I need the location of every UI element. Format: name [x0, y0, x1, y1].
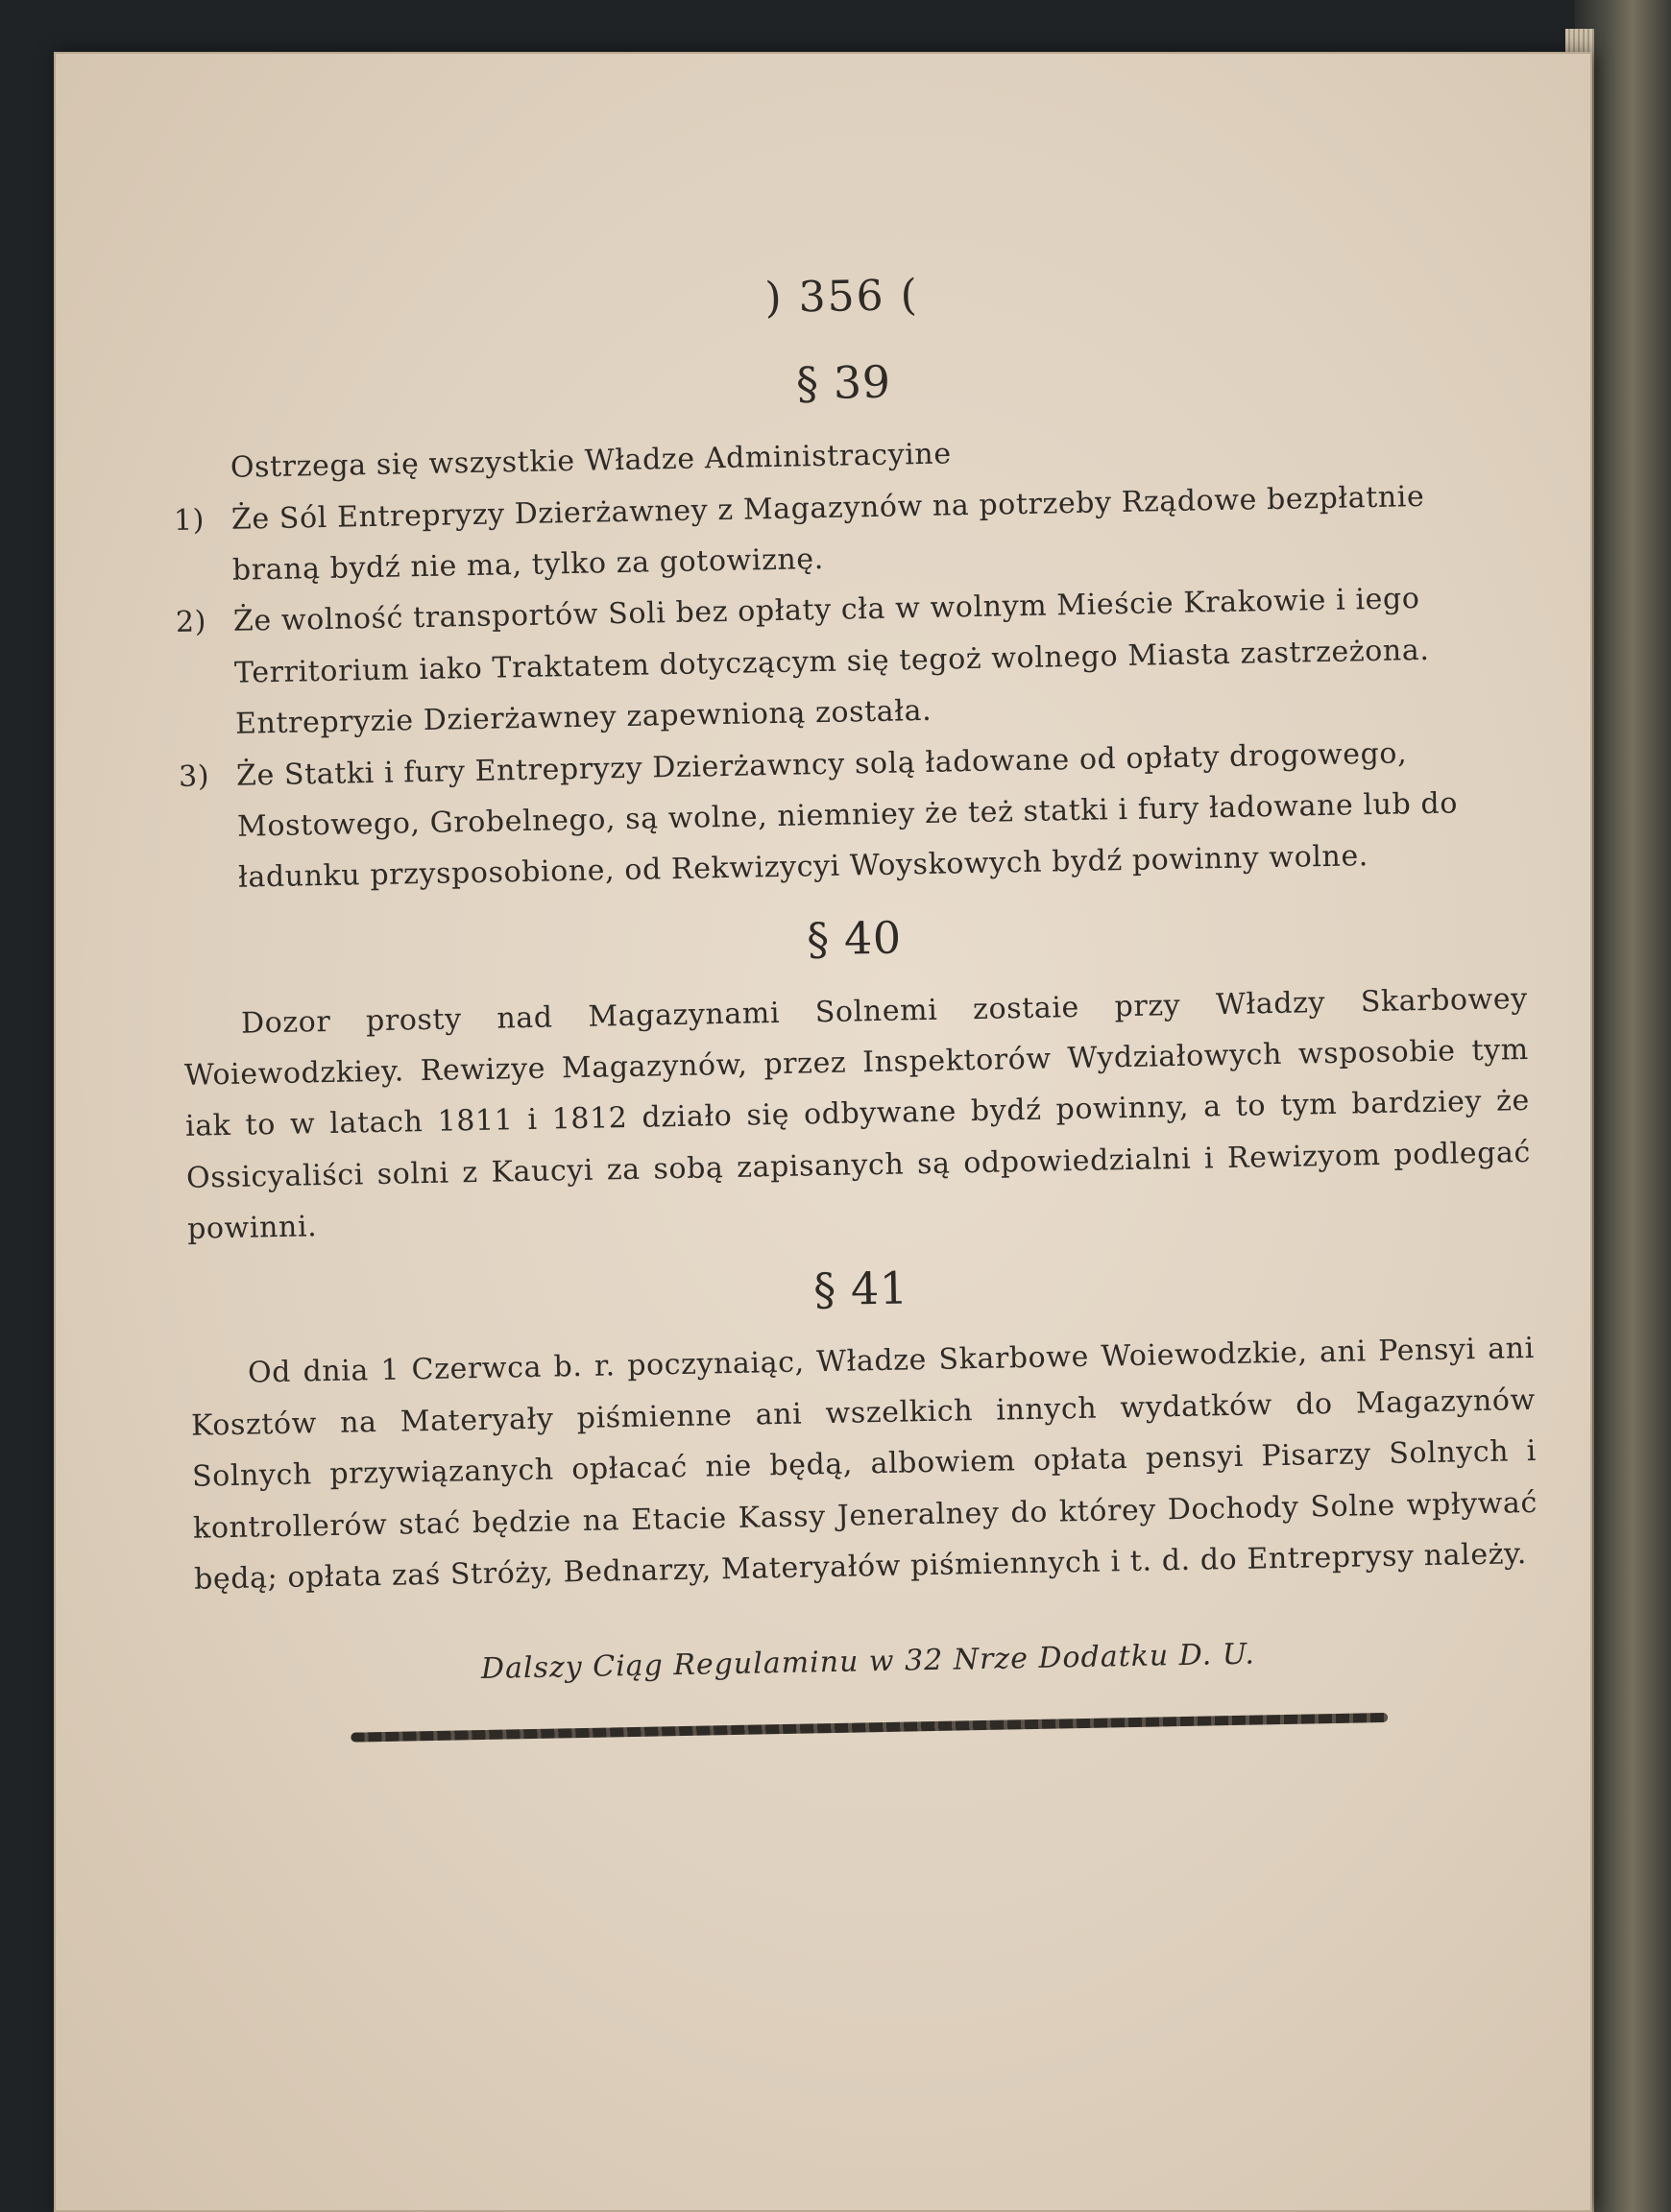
section-41-heading: § 41	[812, 1261, 909, 1315]
section-41-text: Od dnia 1 Czerwca b. r. poczynaiąc, Władze Skarbowe Woiewodzkie, ani Pensyi ani Kosztów na Materyały piśmienne ani wszelkich innych wydatków do Magazynów Solnych przywiązanych opłacać nie będą, albowiem opłata pensyi Pisarzy Solnych i kontrollerów stać będzie na Etacie Kassy Jeneralney do którey Dochody Solne wpływać będą; opłata zaś Stróży, Bednarzy, Materyałów piśmiennych i t. d. do Entreprysy należy.	[190, 1332, 1538, 1597]
list-item	[175, 571, 1522, 751]
section-39-heading: § 39	[795, 355, 892, 410]
list-item	[179, 726, 1526, 905]
ornamental-divider	[351, 1713, 1388, 1743]
item-text: Że Sól Entrepryzy Dzierżawney z Magazynów na potrzeby Rządowe bezpłatnie braną bydź nie ma, tylko za gotowiznę.	[230, 479, 1425, 588]
page-content	[169, 247, 1541, 1744]
page-number: ) 356 (	[763, 271, 920, 324]
book-page	[54, 52, 1592, 2212]
section-40-text: Dozor prosty nad Magazynami Solnemi zostaie przy Władzy Skarbowey Woiewodzkiey. Rewizye Magazynów, przez Inspektorów Wydziałowych wsposobie tym iak to w latach 1811 i 1812 działo się odbywane bydź powinny, a to tym bardziey że Ossicyaliści solni z Kaucyi za sobą zapisanych są odpowiedzialni i Rewizyom podlegać powinni.	[183, 981, 1532, 1246]
item-text: Że Statki i fury Entrepryzy Dzierżawncy solą ładowane od opłaty drogowego, Mostowego, Grobelnego, są wolne, niemniey że też statki i fury ładowane lub do ładunku przysposobione, od Rekwizycyi Woyskowych bydź powinny wolne.	[235, 735, 1459, 896]
item-number: 2)	[175, 605, 207, 640]
section-39-intro: Ostrzega się wszystkie Władze Administracyine	[230, 437, 952, 485]
item-number: 3)	[178, 758, 210, 794]
item-text: Że wolność transportów Soli bez opłaty cła w wolnym Mieście Krakowie i iego Territorium iako Traktatem dotyczącym się tegoż wolnego Miasta zastrzeżona. Entrepryzie Dzierżawney zapewnioną została.	[232, 582, 1430, 741]
section-40-heading: § 40	[806, 911, 903, 966]
continuation-note: Dalszy Ciąg Regulaminu w 32 Nrze Dodatku D. U.	[480, 1637, 1256, 1687]
item-number: 1)	[173, 502, 206, 538]
